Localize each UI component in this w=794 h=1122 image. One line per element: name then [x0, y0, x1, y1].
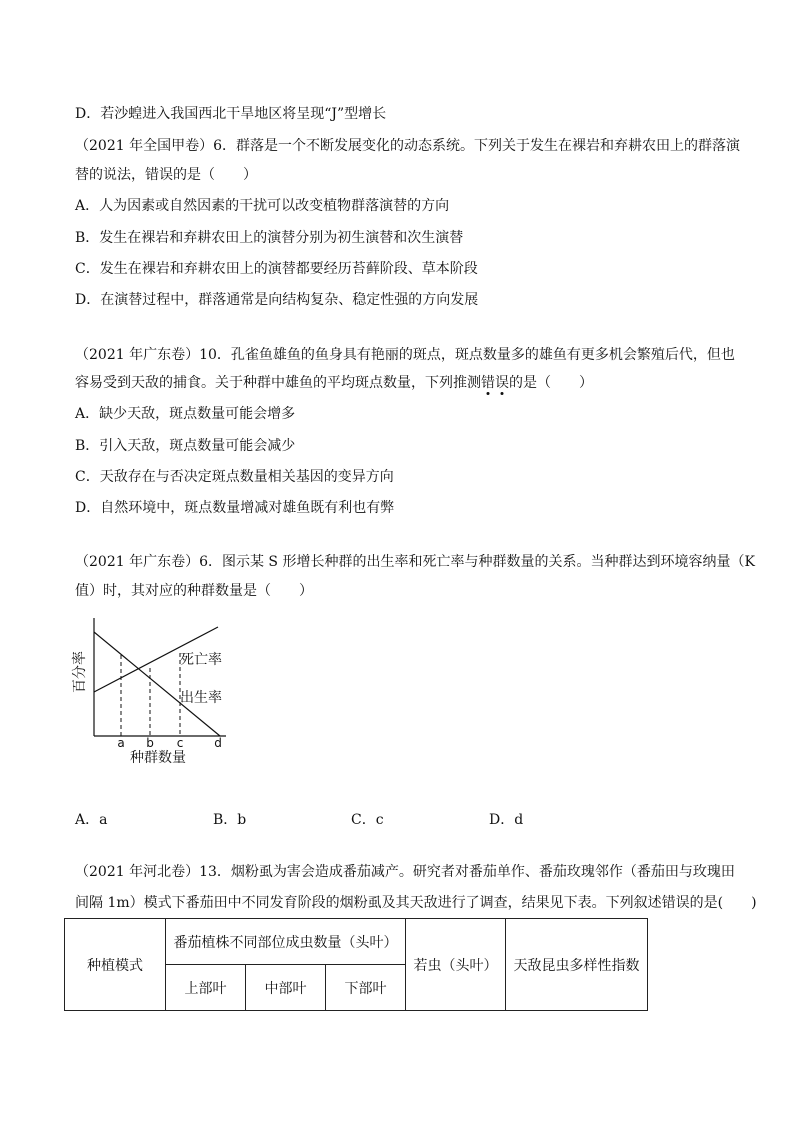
x-tick-b: b — [146, 736, 154, 750]
header-diversity-index: 天敌昆虫多样性指数 — [506, 919, 648, 1011]
q1-option-c: C．发生在裸岩和弃耕农田上的演替都要经历苔藓阶段、草本阶段 — [75, 261, 478, 277]
y-axis-label: 百分率 — [72, 651, 88, 693]
subheader-lower-leaf: 下部叶 — [326, 965, 406, 1011]
q1-option-b: B．发生在裸岩和弃耕农田上的演替分别为初生演替和次生演替 — [75, 230, 464, 246]
header-planting-mode: 种植模式 — [65, 919, 166, 1011]
q1-stem-line2: 替的说法，错误的是（ ） — [75, 167, 257, 183]
x-tick-c: c — [176, 736, 184, 750]
q1-option-a: A．人为因素或自然因素的干扰可以改变植物群落演替的方向 — [75, 198, 450, 214]
q3-option-d: D．d — [489, 812, 524, 828]
q4-stem-line1: （2021 年河北卷）13．烟粉虱为害会造成番茄减产。研究者对番茄单作、番茄玫瑰邻作（番茄田与玫瑰田 — [75, 864, 735, 880]
q2-stem-line1: （2021 年广东卷）10．孔雀鱼雄鱼的鱼身具有艳丽的斑点，斑点数量多的雄鱼有更多机会繁殖后代，但也 — [75, 347, 735, 363]
q2-option-b: B．引入天敌，斑点数量可能会减少 — [75, 438, 296, 454]
q1-stem-line1: （2021 年全国甲卷）6．群落是一个不断发展变化的动态系统。下列关于发生在裸岩和弃耕农田上的群落演 — [75, 138, 740, 154]
q3-stem-line2: 值）时，其对应的种群数量是（ ） — [75, 583, 313, 599]
q0-option-d: D．若沙蝗进入我国西北干旱地区将呈现“J”型增长 — [75, 106, 387, 122]
q3-stem-line1: （2021 年广东卷）6．图示某 S 形增长种群的出生率和死亡率与种群数量的关系。当种群达到环境容纳量（K — [75, 554, 755, 570]
x-axis-label: 种群数量 — [130, 750, 186, 766]
x-tick-d: d — [214, 736, 222, 750]
survey-table — [64, 918, 648, 1011]
q2-stem-line2 — [75, 373, 593, 393]
series-label-birth-rate: 出生率 — [180, 690, 222, 706]
q2-option-d: D．自然环境中，斑点数量增减对雄鱼既有利也有弊 — [75, 500, 395, 516]
q2-emphasis-char2: 误 — [495, 375, 509, 391]
birth-death-rate-chart — [70, 610, 240, 770]
x-tick-a: a — [117, 736, 125, 750]
q3-options-row — [75, 810, 635, 830]
q3-option-b: B．b — [213, 812, 247, 828]
subheader-upper-leaf: 上部叶 — [166, 965, 246, 1011]
q2-stem-line2-pre: 容易受到天敌的捕食。关于种群中雄鱼的平均斑点数量，下列推测 — [75, 375, 481, 391]
q1-option-d: D．在演替过程中，群落通常是向结构复杂、稳定性强的方向发展 — [75, 292, 479, 308]
q3-option-c: C．c — [351, 812, 384, 828]
series-line-birth-rate — [94, 632, 220, 736]
q3-option-a: A．a — [75, 812, 108, 828]
q4-stem-line2: 间隔 1m）模式下番茄田中不同发育阶段的烟粉虱及其天敌进行了调查，结果见下表。下列叙述错误的是( ) — [75, 895, 757, 911]
q2-option-a: A．缺少天敌，斑点数量可能会增多 — [75, 406, 296, 422]
header-adult-count-group: 番茄植株不同部位成虫数量（头叶） — [166, 919, 406, 965]
q2-option-c: C．天敌存在与否决定斑点数量相关基因的变异方向 — [75, 469, 394, 485]
series-label-death-rate: 死亡率 — [180, 652, 222, 668]
q2-emphasis-char1: 错 — [481, 375, 495, 391]
header-nymph: 若虫（头叶） — [406, 919, 506, 1011]
q2-stem-line2-post: 的是（ ） — [509, 375, 593, 391]
subheader-middle-leaf: 中部叶 — [246, 965, 326, 1011]
